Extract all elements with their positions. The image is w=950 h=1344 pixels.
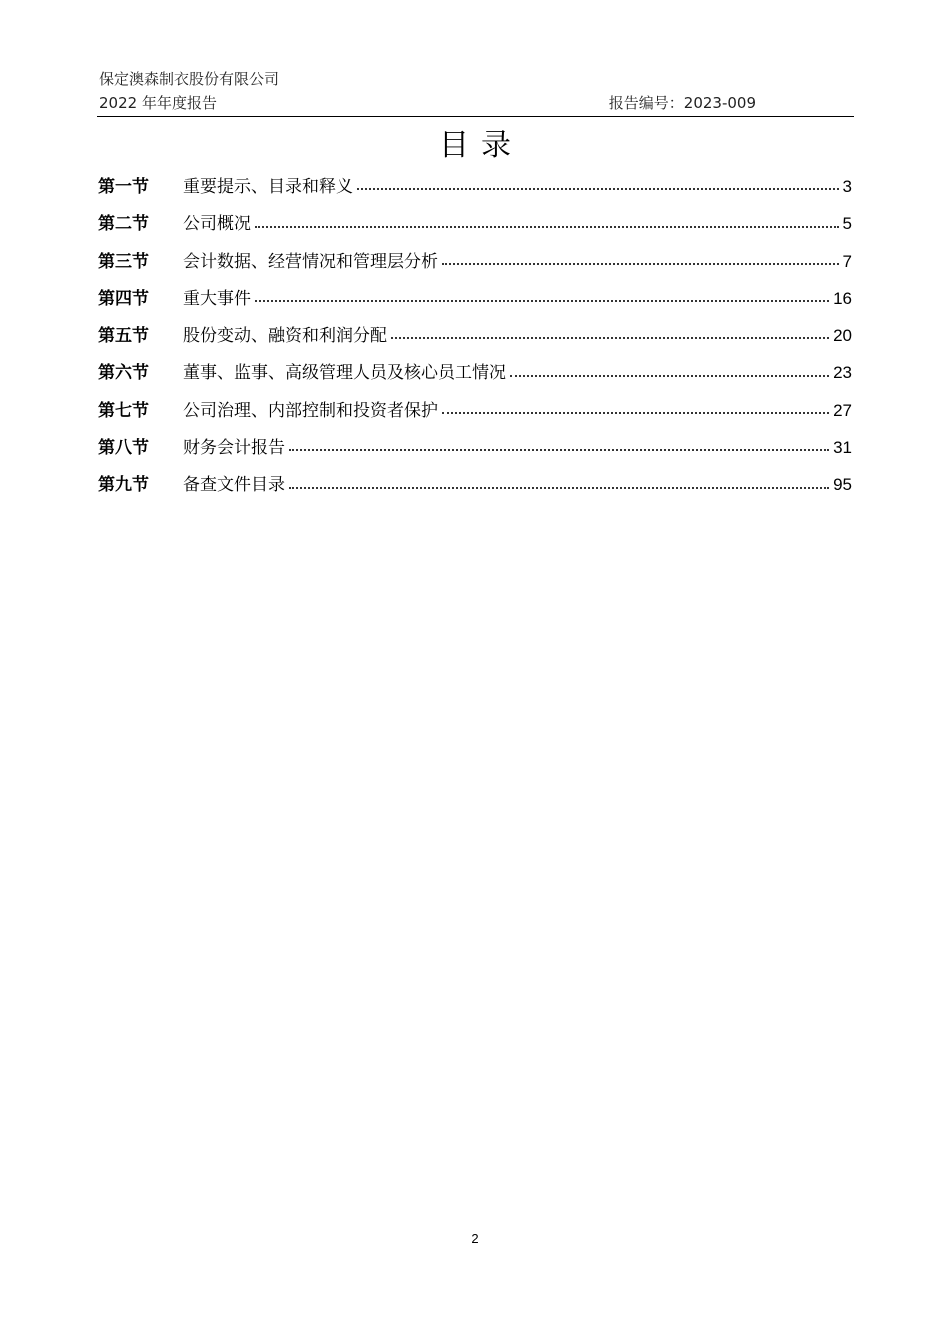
report-number: 报告编号：2023-009 bbox=[608, 94, 756, 112]
toc-leader-dots bbox=[255, 300, 829, 302]
toc-section-label: 第六节 bbox=[98, 363, 149, 384]
report-year: 2022 年年度报告 bbox=[99, 94, 217, 112]
toc-section-name: 会计数据、经营情况和管理层分析 bbox=[183, 251, 438, 272]
toc-entry-1[interactable] bbox=[98, 168, 852, 205]
toc-page-number: 27 bbox=[833, 400, 852, 420]
toc-leader-dots bbox=[391, 337, 829, 339]
page-header bbox=[97, 66, 854, 117]
toc-section-name: 公司治理、内部控制和投资者保护 bbox=[183, 400, 438, 421]
toc-leader-dots bbox=[289, 449, 829, 451]
toc-leader-dots bbox=[442, 263, 839, 265]
toc-section-name: 重大事件 bbox=[183, 288, 251, 309]
toc-page-number: 7 bbox=[842, 251, 852, 271]
page-number: 2 bbox=[471, 1231, 479, 1246]
toc-section-label: 第五节 bbox=[98, 326, 149, 347]
toc-leader-dots bbox=[510, 375, 829, 377]
toc-title: 目录 bbox=[439, 128, 523, 163]
toc-entry-8[interactable] bbox=[98, 429, 852, 466]
toc-section-label: 第一节 bbox=[98, 177, 149, 197]
toc-section-name: 股份变动、融资和利润分配 bbox=[183, 326, 387, 347]
toc-section-label: 第八节 bbox=[98, 438, 149, 459]
toc-section-name: 公司概况 bbox=[183, 214, 251, 235]
toc-entry-9[interactable] bbox=[98, 466, 852, 503]
toc-leader-dots bbox=[357, 188, 839, 190]
toc-page-number: 3 bbox=[842, 177, 852, 196]
toc-page-number: 95 bbox=[833, 475, 852, 495]
toc-section-label: 第九节 bbox=[98, 475, 149, 496]
toc-section-label: 第四节 bbox=[98, 288, 149, 309]
toc-section-label: 第三节 bbox=[98, 251, 149, 272]
toc-section-name: 重要提示、目录和释义 bbox=[183, 177, 353, 197]
toc-leader-dots bbox=[289, 487, 829, 489]
toc-entry-7[interactable] bbox=[98, 392, 852, 429]
toc-page-number: 20 bbox=[833, 326, 852, 346]
toc-entry-3[interactable] bbox=[98, 243, 852, 280]
toc-page-number: 5 bbox=[842, 214, 852, 234]
toc-entry-4[interactable] bbox=[98, 280, 852, 317]
toc-leader-dots bbox=[442, 412, 829, 414]
toc-page-number: 23 bbox=[833, 363, 852, 383]
toc-section-name: 财务会计报告 bbox=[183, 438, 285, 459]
toc-section-name: 董事、监事、高级管理人员及核心员工情况 bbox=[183, 363, 506, 384]
toc-page-number: 31 bbox=[833, 438, 852, 458]
toc-section-label: 第二节 bbox=[98, 214, 149, 235]
toc-entry-2[interactable] bbox=[98, 205, 852, 242]
toc-entry-6[interactable] bbox=[98, 354, 852, 391]
toc-section-label: 第七节 bbox=[98, 400, 149, 421]
toc-section-name: 备查文件目录 bbox=[183, 475, 285, 496]
company-name: 保定澳森制衣股份有限公司 bbox=[99, 70, 280, 88]
toc-page-number: 16 bbox=[833, 288, 852, 308]
toc-entry-5[interactable] bbox=[98, 317, 852, 354]
table-of-contents bbox=[98, 168, 852, 504]
toc-leader-dots bbox=[255, 226, 839, 228]
